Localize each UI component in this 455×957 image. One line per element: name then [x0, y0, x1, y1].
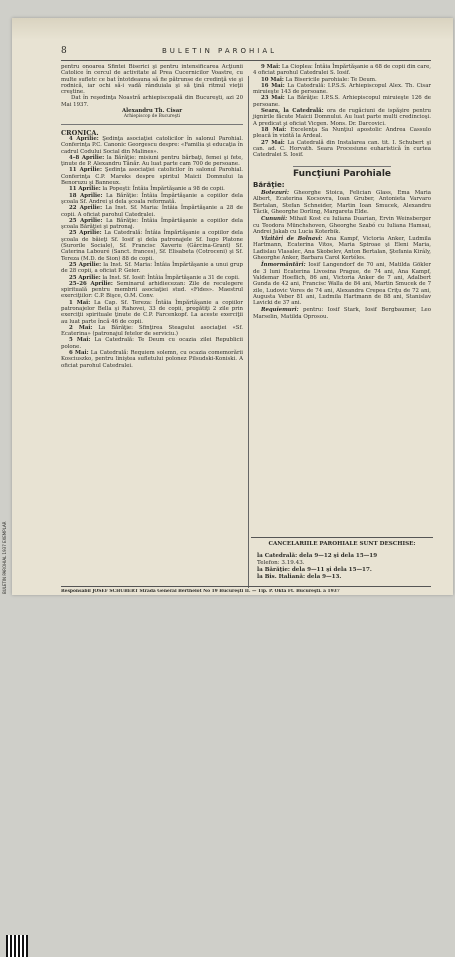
- intro-paragraph: pentru onoarea Sfintei Biserici şi pentru intensificarea Acţiunii Catolice în cercul de activitate al Prea Cucernicilor Voastre, cu multe sufletc ce bat întotdeauna să fie pătrunse de credinţă vie şi rodnică, iar ochi să-i vadă rânduiala şi să ţină ritmul vieţii creştine.: [61, 64, 243, 96]
- section-rule-right: [293, 166, 391, 167]
- signature-title: Arhiepiscop de Bucureşti: [123, 114, 181, 120]
- office-hours-box: [251, 537, 433, 587]
- cronica-entry: 25 Aprilie: la Inst. Sf. Maria: Întâia Împărtăşanie a unui grup de 28 copii, a oficiat P. Geier.: [61, 261, 244, 275]
- document-page: [12, 18, 453, 595]
- header-title: BULETIN PAROHIAL: [162, 47, 278, 55]
- cronica-entry: 18 Aprilie: La Bărăţie: Întâia Împărtăşanie a copiilor dela şcoala Sf. Andrei şi dela şcoala reformată.: [61, 192, 243, 205]
- function-group: [253, 236, 431, 261]
- blessing-paragraph: Dat în reşedinţa Noastră arhiepiscopală din Bucureşti, azi 20 Mai 1937.: [61, 95, 243, 108]
- cronica-entry: 25 Aprilie: la Inst. Sf. Iosif: Întâia Împărtăşanie a 31 de copii.: [69, 274, 240, 281]
- signature-name: Alexandru Th. Cisar: [121, 108, 183, 115]
- cronica-entry: 22 Aprilie: La Inst. Sf. Maria: Întâia Împărtăşanie a 28 de copii. A oficiat parohul Catedralei.: [61, 205, 243, 218]
- office-hours-title: CANCELARIILE PAROHIALE SUNT DESCHISE:: [268, 541, 416, 547]
- function-group-heading: Vizitări de Bolnavi:: [261, 236, 323, 243]
- functiuni-title: Funcţiuni Parohiale: [292, 169, 392, 180]
- left-column: [61, 64, 243, 369]
- function-group-text: Mihail Kost cu Iuliana Duarian, Ervin Weinsberger cu Teodora Münchshoven, Gheorghe Szabó cu Iuliana Hamsai, Andrei Jakab cu Lucia Koterbik.: [253, 216, 431, 235]
- office-hours-line: la Bărăţie: dela 9—11 şi dela 15—17.: [257, 566, 372, 573]
- function-group: [253, 307, 431, 320]
- office-hours-line: la Catedrală: dela 9—12 şi dela 15—19: [257, 552, 378, 559]
- archive-tag-text: BULETIN PAROHIAL 1937 EXEMPLAR: [2, 521, 7, 594]
- cronica-entry: 2 Mai: La Bărăţie: Sfinţirea Steagului asociaţiei «Sf. Ecaterina» (patronajul fetelor de serviciu.): [61, 324, 243, 338]
- cronica-entry: 11 Aprilie: la Popeşti: Întâia Împărtăşanie a 98 de copii.: [69, 186, 225, 193]
- section-rule: [61, 124, 243, 125]
- printer-footer: Responsabil JOSEF SCHUBERT Strada General Berthelot No 19 Bucureşti II. — Tip. P. Oktă Ft. Bucureşti. a 1937: [61, 589, 340, 594]
- function-group-text: Iosif Langendorf de 70 ani, Matilda Gökler de 3 luni Ecaterina Livosina Prague, de 74 ani, Ana Kampf, Valdemar Hoeflich, 86 ani, Victoria Anker de 7 ani, Adalbert Gunda de 42 ani, Francisc Walla de 84 ani, Martin Smucek de 7 zile, Ludovic Vores de 74 ani, Alexandra Crepea Criţu de 72 ani, Augusta Veber 81 ani, Ludmila Hartmann de 88 ani, Stanislav Lavicki de 37 ani.: [253, 262, 431, 307]
- chronicle-entry: 9 Mai: La Cioplea: Întâia Împărtăşanie a 68 de copii din care, 4 oficiat parohul Catedralei S. Iosif.: [253, 64, 431, 77]
- cronica-entry: 5 Mai: La Catedrală: Te Deum cu ocazia zilei Republicii polone.: [61, 337, 243, 350]
- cronica-entry: 1 Mai: La Cap. Sf. Tereza: Întâia Împărtăşanie a copiilor patronajelor Bella şi Rahovei, 33 de copii, pregătiţi 2 zile prin exerciţii spirituale ţinute de C.P. Farcenkopf. La aceste exerciţii au luat parte încă 46 de copii.: [61, 299, 243, 325]
- cronica-entries: [61, 136, 243, 369]
- archive-label: [2, 445, 32, 505]
- cronica-entry: 11 Aprilie: Şedinţa asociaţiei catolicilor în salonul Parohial. Conferinţa C.P. Mareks despre spiritul Maicii Domnului la Benoruzu şi Banneux.: [61, 167, 243, 187]
- cronica-entry: 25–26 Aprilie: Seminarul arhidiecezan: Zile de reculegere spirituală pentru membrii asociaţiei stud. «Fides». Maestrul exerciţiilor: C.P. Bişce, O.M. Conv.: [61, 280, 243, 300]
- cronica-entry: 6 Mai: La Catedrală: Requiem solemn, cu ocazia comemorării Kosciuszko, pentru liniştea sufletului polonez Pilsudski-Koniski. A oficiat parohul Catedralei.: [61, 350, 243, 369]
- header-rule: [61, 60, 431, 61]
- column-divider: [248, 76, 249, 588]
- function-group: [253, 190, 431, 215]
- chronicle-entry: 23 Mai: La Bărăţie: I.P.S.S. Arhiepiscopul miruieşte 126 de persoane.: [253, 95, 431, 108]
- function-group: [253, 216, 431, 235]
- function-group-heading: Cununii:: [261, 216, 288, 223]
- office-hours-lines: [251, 553, 433, 581]
- chronicle-entry: 27 Mai: La Catedrală din Instalarea can. tit. I. Schubert şi can. ad. C. Horvath. Seara Procesiune euharistică în curtea Catedralei S. Iosif.: [253, 139, 431, 159]
- office-hours-line: la Bis. Italiană: dela 9—13.: [257, 573, 342, 580]
- function-group-heading: Înmormântări:: [261, 262, 306, 269]
- function-group-heading: Requiemuri:: [261, 307, 299, 314]
- chronicle-entry: 16 Mai: La Catedrală: I.P.S.S. Arhiepiscopul Alex. Th. Cisar miruieşte 143 de persoane.: [253, 82, 431, 96]
- page-header: [12, 46, 453, 60]
- chronicle-entry: 18 Mai: Excelenţa Sa Nunţiul apostolic Andrea Cassulo pleacă în vizită la Ardeal.: [253, 126, 431, 140]
- chronicle-continued: [253, 64, 431, 158]
- page-number: 8: [61, 46, 67, 56]
- cronica-entry: 4–8 Aprilie: la Bărăţie: misiuni pentru bărbaţi, femei şi fete, ţinute de P. Alexandru Tănăr. Au luat parte cam 700 de persoane.: [61, 154, 243, 168]
- cronica-entry: 25 Aprilie: La Catedrală: Întâia Împărtăşanie a copiilor dela şcoala de băieţi Sf. Iosif şi dela patronajele Sf. Iugo Platone (Surorile Sociale), Sf. Francisc Xaveriu (Gârcina-Grant) Sf. Caterina Labouré (Sanct. frances), Sf. Elisabeta (Cotroceni) şi Sf. Tereza (M.D. de Sion) 88 de copii.: [61, 230, 243, 262]
- function-group-text: pentru: Iosif Stark, Iosif Bergbaumer, Leo Marselin, Matilda Oprosou.: [253, 307, 431, 320]
- function-group-text: Gheorghe Stoica, Felician Glass, Ema Maria Albert, Ecaterina Kocsovra, Ioan Gruber, Antonieta Varvaro Bertalan, Stefan Schneider, Martin Ioan Smucek, Alexandru Tăcik, Gheorghe Dorling, Margareta Elde.: [253, 190, 431, 215]
- cronica-entry: 4 Aprilie: Şedinţa asociaţiei catolicilor în salonul Parohial. Conferinţa P.C. Canonic Georgescu despre: «Familia şi educaţia în cadrul Codului Social din Malines».: [61, 135, 243, 155]
- chronicle-entry: Seara, la Catedrală: ora de rugăciuni de ispăşire pentru jignirile făcute Maicii Domnului. Au luat parte multi credincioşi. A predicat şi oficiat Vicgen. Mons. Dr. Darcovici.: [253, 108, 431, 127]
- right-column: [253, 64, 431, 321]
- parish-functions-list: [253, 190, 431, 320]
- function-group-text: Ana Kampf, Victoria Anker, Ludmila Hartmann, Ecaterina Vitos, Maria Spiroae şi Eleni Maria, Ladislau Vlasalec, Ana Skobelev, Anton Bertalan, Ştefania Király, Gheorghe Anker, Barbara Carol Kertéles.: [253, 236, 431, 262]
- cronica-entry: 25 Aprilie: La Bărăţie: Întâia Împărtăşanie a copiilor dela şcoala Bărăţiei şi patronaj.: [61, 217, 243, 231]
- page-fold: [12, 18, 453, 40]
- qr-code-icon: [6, 935, 28, 957]
- chronicle-entry: 10 Mai: La Bisericile parohiale: Te Deum.: [261, 76, 377, 83]
- footer-rule: [61, 586, 431, 587]
- function-group: [253, 262, 431, 306]
- office-hours-line: Telefon: 3.19.43.: [257, 559, 305, 566]
- cronica-heading: CRONICA.: [61, 128, 99, 137]
- baratie-heading: Bărăţie:: [253, 180, 285, 189]
- function-group-heading: Botezuri:: [261, 190, 289, 197]
